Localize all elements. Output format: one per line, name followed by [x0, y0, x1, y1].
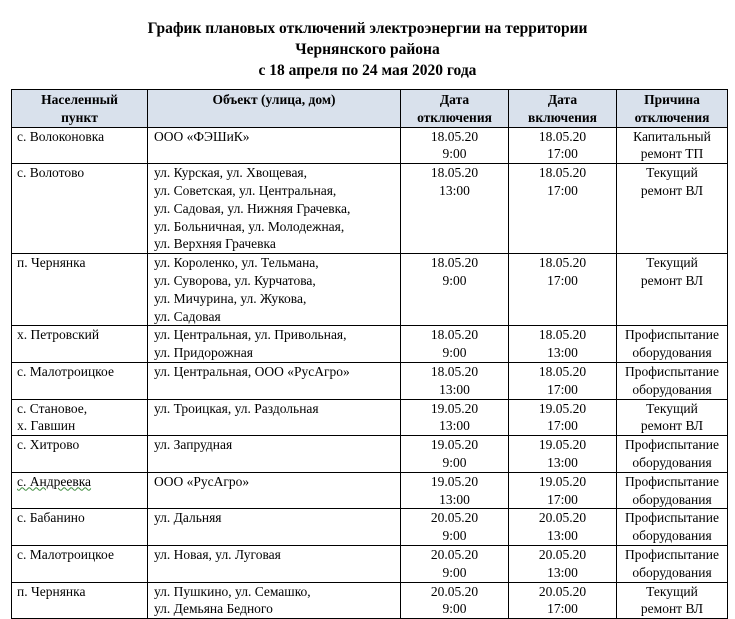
cell-object — [148, 164, 401, 254]
cell-object-line: ул. Центральная, ООО «РусАгро» — [154, 363, 350, 379]
cell-on-date-line: 13:00 — [547, 528, 578, 544]
cell-on-date-line: 18.05.20 — [538, 165, 587, 181]
header-on-line: Дата — [547, 92, 578, 107]
title-line-1: График плановых отключений электроэнергии на территории — [147, 20, 588, 37]
cell-locality — [12, 326, 148, 363]
cell-off-date-line: 19.05.20 — [430, 473, 479, 489]
cell-on-date-line: 13:00 — [547, 454, 578, 470]
cell-reason — [617, 127, 728, 164]
table-row — [12, 509, 728, 546]
cell-reason-line: Профиспытание — [624, 363, 719, 379]
cell-on-date — [509, 545, 617, 582]
cell-object — [148, 582, 401, 619]
cell-off-date — [401, 436, 509, 473]
cell-on-date — [509, 509, 617, 546]
cell-on-date-line: 18.05.20 — [538, 363, 587, 379]
cell-on-date-line: 17:00 — [547, 381, 578, 397]
cell-object — [148, 362, 401, 399]
cell-object-line: ул. Садовая — [154, 308, 221, 324]
cell-reason-line: оборудования — [632, 454, 712, 470]
cell-off-date-line: 18.05.20 — [430, 327, 479, 343]
table-row — [12, 362, 728, 399]
table-row — [12, 472, 728, 509]
cell-off-date-line: 19.05.20 — [430, 400, 479, 416]
title-line-3: с 18 апреля по 24 мая 2020 года — [258, 62, 477, 79]
cell-reason — [617, 362, 728, 399]
cell-off-date-line: 9:00 — [442, 528, 467, 544]
cell-off-date-line: 9:00 — [442, 454, 467, 470]
cell-off-date-line: 9:00 — [442, 564, 467, 580]
cell-off-date-line: 9:00 — [442, 601, 467, 617]
cell-off-date — [401, 545, 509, 582]
cell-reason — [617, 164, 728, 254]
cell-reason — [617, 436, 728, 473]
cell-object — [148, 545, 401, 582]
cell-on-date — [509, 582, 617, 619]
cell-object — [148, 326, 401, 363]
header-object-line: Объект (улица, дом) — [212, 92, 336, 107]
cell-on-date-line: 17:00 — [547, 146, 578, 162]
cell-locality-line: с. Становое, — [17, 400, 88, 416]
cell-object-line: ул. Придорожная — [154, 345, 253, 361]
cell-locality — [12, 472, 148, 509]
cell-locality — [12, 545, 148, 582]
cell-locality — [12, 254, 148, 326]
cell-off-date-line: 19.05.20 — [430, 437, 479, 453]
cell-off-date — [401, 362, 509, 399]
cell-on-date — [509, 326, 617, 363]
header-locality-line: пункт — [61, 109, 98, 125]
cell-object-line: ул. Центральная, ул. Привольная, — [154, 327, 347, 343]
cell-off-date-line: 13:00 — [439, 381, 470, 397]
cell-off-date-line: 18.05.20 — [430, 165, 479, 181]
cell-on-date-line: 18.05.20 — [538, 128, 587, 144]
cell-on-date-line: 20.05.20 — [538, 510, 587, 526]
cell-locality-line: с. Волоконовка — [17, 128, 105, 144]
cell-object-line: ул. Мичурина, ул. Жукова, — [154, 290, 307, 306]
cell-locality-line: с. Андреевка — [17, 473, 92, 489]
cell-off-date-line: 13:00 — [439, 418, 470, 434]
cell-object — [148, 127, 401, 164]
cell-object-line: ул. Верхняя Грачевка — [154, 236, 276, 252]
cell-reason — [617, 472, 728, 509]
cell-locality-line: с. Хитрово — [17, 437, 80, 453]
table-row — [12, 582, 728, 619]
cell-reason-line: оборудования — [632, 528, 712, 544]
cell-off-date — [401, 164, 509, 254]
cell-on-date-line: 18.05.20 — [538, 327, 587, 343]
header-object — [148, 90, 401, 128]
cell-reason-line: Профиспытание — [624, 473, 719, 489]
cell-on-date-line: 19.05.20 — [538, 473, 587, 489]
cell-off-date-line: 9:00 — [442, 345, 467, 361]
cell-reason-line: Текущий — [646, 165, 698, 181]
cell-reason-line: оборудования — [632, 564, 712, 580]
cell-object-line: ул. Курская, ул. Хвощевая, — [154, 165, 308, 181]
cell-object-line: ул. Демьяна Бедного — [154, 601, 273, 617]
cell-on-date-line: 20.05.20 — [538, 546, 587, 562]
cell-reason-line: Капитальный — [633, 128, 711, 144]
cell-reason-line: ремонт ВЛ — [640, 601, 704, 617]
cell-locality-line: с. Малотроицкое — [17, 546, 114, 562]
cell-reason-line: Профиспытание — [624, 546, 719, 562]
cell-on-date-line: 17:00 — [547, 272, 578, 288]
cell-off-date — [401, 127, 509, 164]
header-on-date — [509, 90, 617, 128]
cell-object — [148, 254, 401, 326]
cell-object — [148, 509, 401, 546]
cell-off-date-line: 9:00 — [442, 146, 467, 162]
header-off-line: отключения — [417, 109, 492, 125]
cell-on-date — [509, 254, 617, 326]
cell-locality-line: х. Гавшин — [17, 418, 76, 434]
cell-reason-line: ремонт ВЛ — [640, 182, 704, 198]
cell-on-date-line: 17:00 — [547, 491, 578, 507]
cell-reason-line: ремонт ВЛ — [640, 418, 704, 434]
cell-on-date-line: 19.05.20 — [538, 437, 587, 453]
table-row — [12, 326, 728, 363]
cell-off-date — [401, 472, 509, 509]
cell-off-date-line: 18.05.20 — [430, 363, 479, 379]
cell-reason-line: оборудования — [632, 381, 712, 397]
cell-on-date — [509, 399, 617, 436]
table-header-row — [12, 90, 728, 128]
cell-object-line: ул. Пушкино, ул. Семашко, — [154, 583, 311, 599]
cell-reason-line: Текущий — [646, 255, 698, 271]
cell-reason-line: ремонт ТП — [640, 146, 704, 162]
cell-on-date-line: 18.05.20 — [538, 255, 587, 271]
header-locality-line: Населенный — [41, 92, 118, 107]
cell-locality — [12, 509, 148, 546]
cell-object — [148, 436, 401, 473]
cell-reason-line: Профиспытание — [624, 510, 719, 526]
cell-on-date — [509, 127, 617, 164]
cell-reason — [617, 582, 728, 619]
header-locality — [12, 90, 148, 128]
table-row — [12, 545, 728, 582]
header-reason-line: отключения — [634, 109, 710, 125]
cell-locality-line: х. Петровский — [17, 327, 100, 343]
cell-locality — [12, 164, 148, 254]
table-row — [12, 127, 728, 164]
cell-reason — [617, 399, 728, 436]
cell-on-date-line: 17:00 — [547, 418, 578, 434]
table-row — [12, 254, 728, 326]
cell-object-line: ул. Больничная, ул. Молодежная, — [154, 218, 345, 234]
cell-reason-line: Профиспытание — [624, 437, 719, 453]
cell-off-date-line: 20.05.20 — [430, 583, 479, 599]
cell-locality — [12, 399, 148, 436]
header-reason — [617, 90, 728, 128]
cell-locality-line: п. Чернянка — [17, 255, 86, 271]
cell-object-line: ул. Садовая, ул. Нижняя Грачевка, — [154, 200, 351, 216]
cell-locality — [12, 436, 148, 473]
outage-schedule-table — [11, 89, 728, 619]
table-body — [12, 127, 728, 619]
table-row — [12, 436, 728, 473]
header-off-line: Дата — [439, 92, 470, 107]
cell-off-date-line: 20.05.20 — [430, 546, 479, 562]
cell-off-date-line: 13:00 — [439, 182, 470, 198]
cell-reason-line: Текущий — [646, 400, 698, 416]
cell-off-date — [401, 582, 509, 619]
document-title — [0, 18, 735, 81]
cell-object-line: ул. Дальняя — [154, 510, 222, 526]
cell-off-date-line: 13:00 — [439, 491, 470, 507]
cell-reason-line: ремонт ВЛ — [640, 272, 704, 288]
cell-off-date-line: 20.05.20 — [430, 510, 479, 526]
title-line-2: Чернянского района — [295, 41, 440, 58]
cell-reason-line: Профиспытание — [624, 327, 719, 343]
cell-object-line: ул. Короленко, ул. Тельмана, — [154, 255, 319, 271]
cell-reason-line: оборудования — [632, 345, 712, 361]
cell-object-line: ул. Запрудная — [154, 437, 233, 453]
cell-object-line: ул. Троицкая, ул. Раздольная — [154, 400, 319, 416]
cell-off-date — [401, 326, 509, 363]
cell-object-line: ул. Советская, ул. Центральная, — [154, 182, 337, 198]
cell-on-date-line: 13:00 — [547, 564, 578, 580]
cell-object-line: ООО «ФЭШиК» — [154, 128, 250, 144]
cell-reason-line: Текущий — [646, 583, 698, 599]
cell-off-date — [401, 399, 509, 436]
cell-on-date-line: 17:00 — [547, 601, 578, 617]
cell-off-date-line: 18.05.20 — [430, 128, 479, 144]
header-off-date — [401, 90, 509, 128]
cell-locality-line: с. Волотово — [17, 165, 85, 181]
cell-off-date-line: 18.05.20 — [430, 255, 479, 271]
cell-reason-line: оборудования — [632, 491, 712, 507]
cell-object-line: ООО «РусАгро» — [154, 473, 250, 489]
cell-on-date-line: 19.05.20 — [538, 400, 587, 416]
cell-locality — [12, 582, 148, 619]
table-row — [12, 164, 728, 254]
cell-on-date-line: 20.05.20 — [538, 583, 587, 599]
cell-on-date-line: 13:00 — [547, 345, 578, 361]
cell-locality-line: с. Малотроицкое — [17, 363, 114, 379]
cell-on-date — [509, 472, 617, 509]
cell-object-line: ул. Новая, ул. Луговая — [154, 546, 281, 562]
cell-on-date — [509, 164, 617, 254]
cell-object — [148, 472, 401, 509]
cell-on-date — [509, 436, 617, 473]
cell-reason — [617, 254, 728, 326]
cell-off-date — [401, 509, 509, 546]
cell-object — [148, 399, 401, 436]
cell-reason — [617, 509, 728, 546]
cell-on-date-line: 17:00 — [547, 182, 578, 198]
cell-locality — [12, 127, 148, 164]
cell-reason — [617, 545, 728, 582]
cell-locality-line: с. Бабанино — [17, 510, 85, 526]
cell-locality-line: п. Чернянка — [17, 583, 86, 599]
cell-off-date-line: 9:00 — [442, 272, 467, 288]
header-reason-line: Причина — [644, 92, 700, 107]
table-row — [12, 399, 728, 436]
header-on-line: включения — [528, 109, 597, 125]
cell-reason — [617, 326, 728, 363]
cell-off-date — [401, 254, 509, 326]
cell-on-date — [509, 362, 617, 399]
cell-object-line: ул. Суворова, ул. Курчатова, — [154, 272, 316, 288]
cell-locality — [12, 362, 148, 399]
